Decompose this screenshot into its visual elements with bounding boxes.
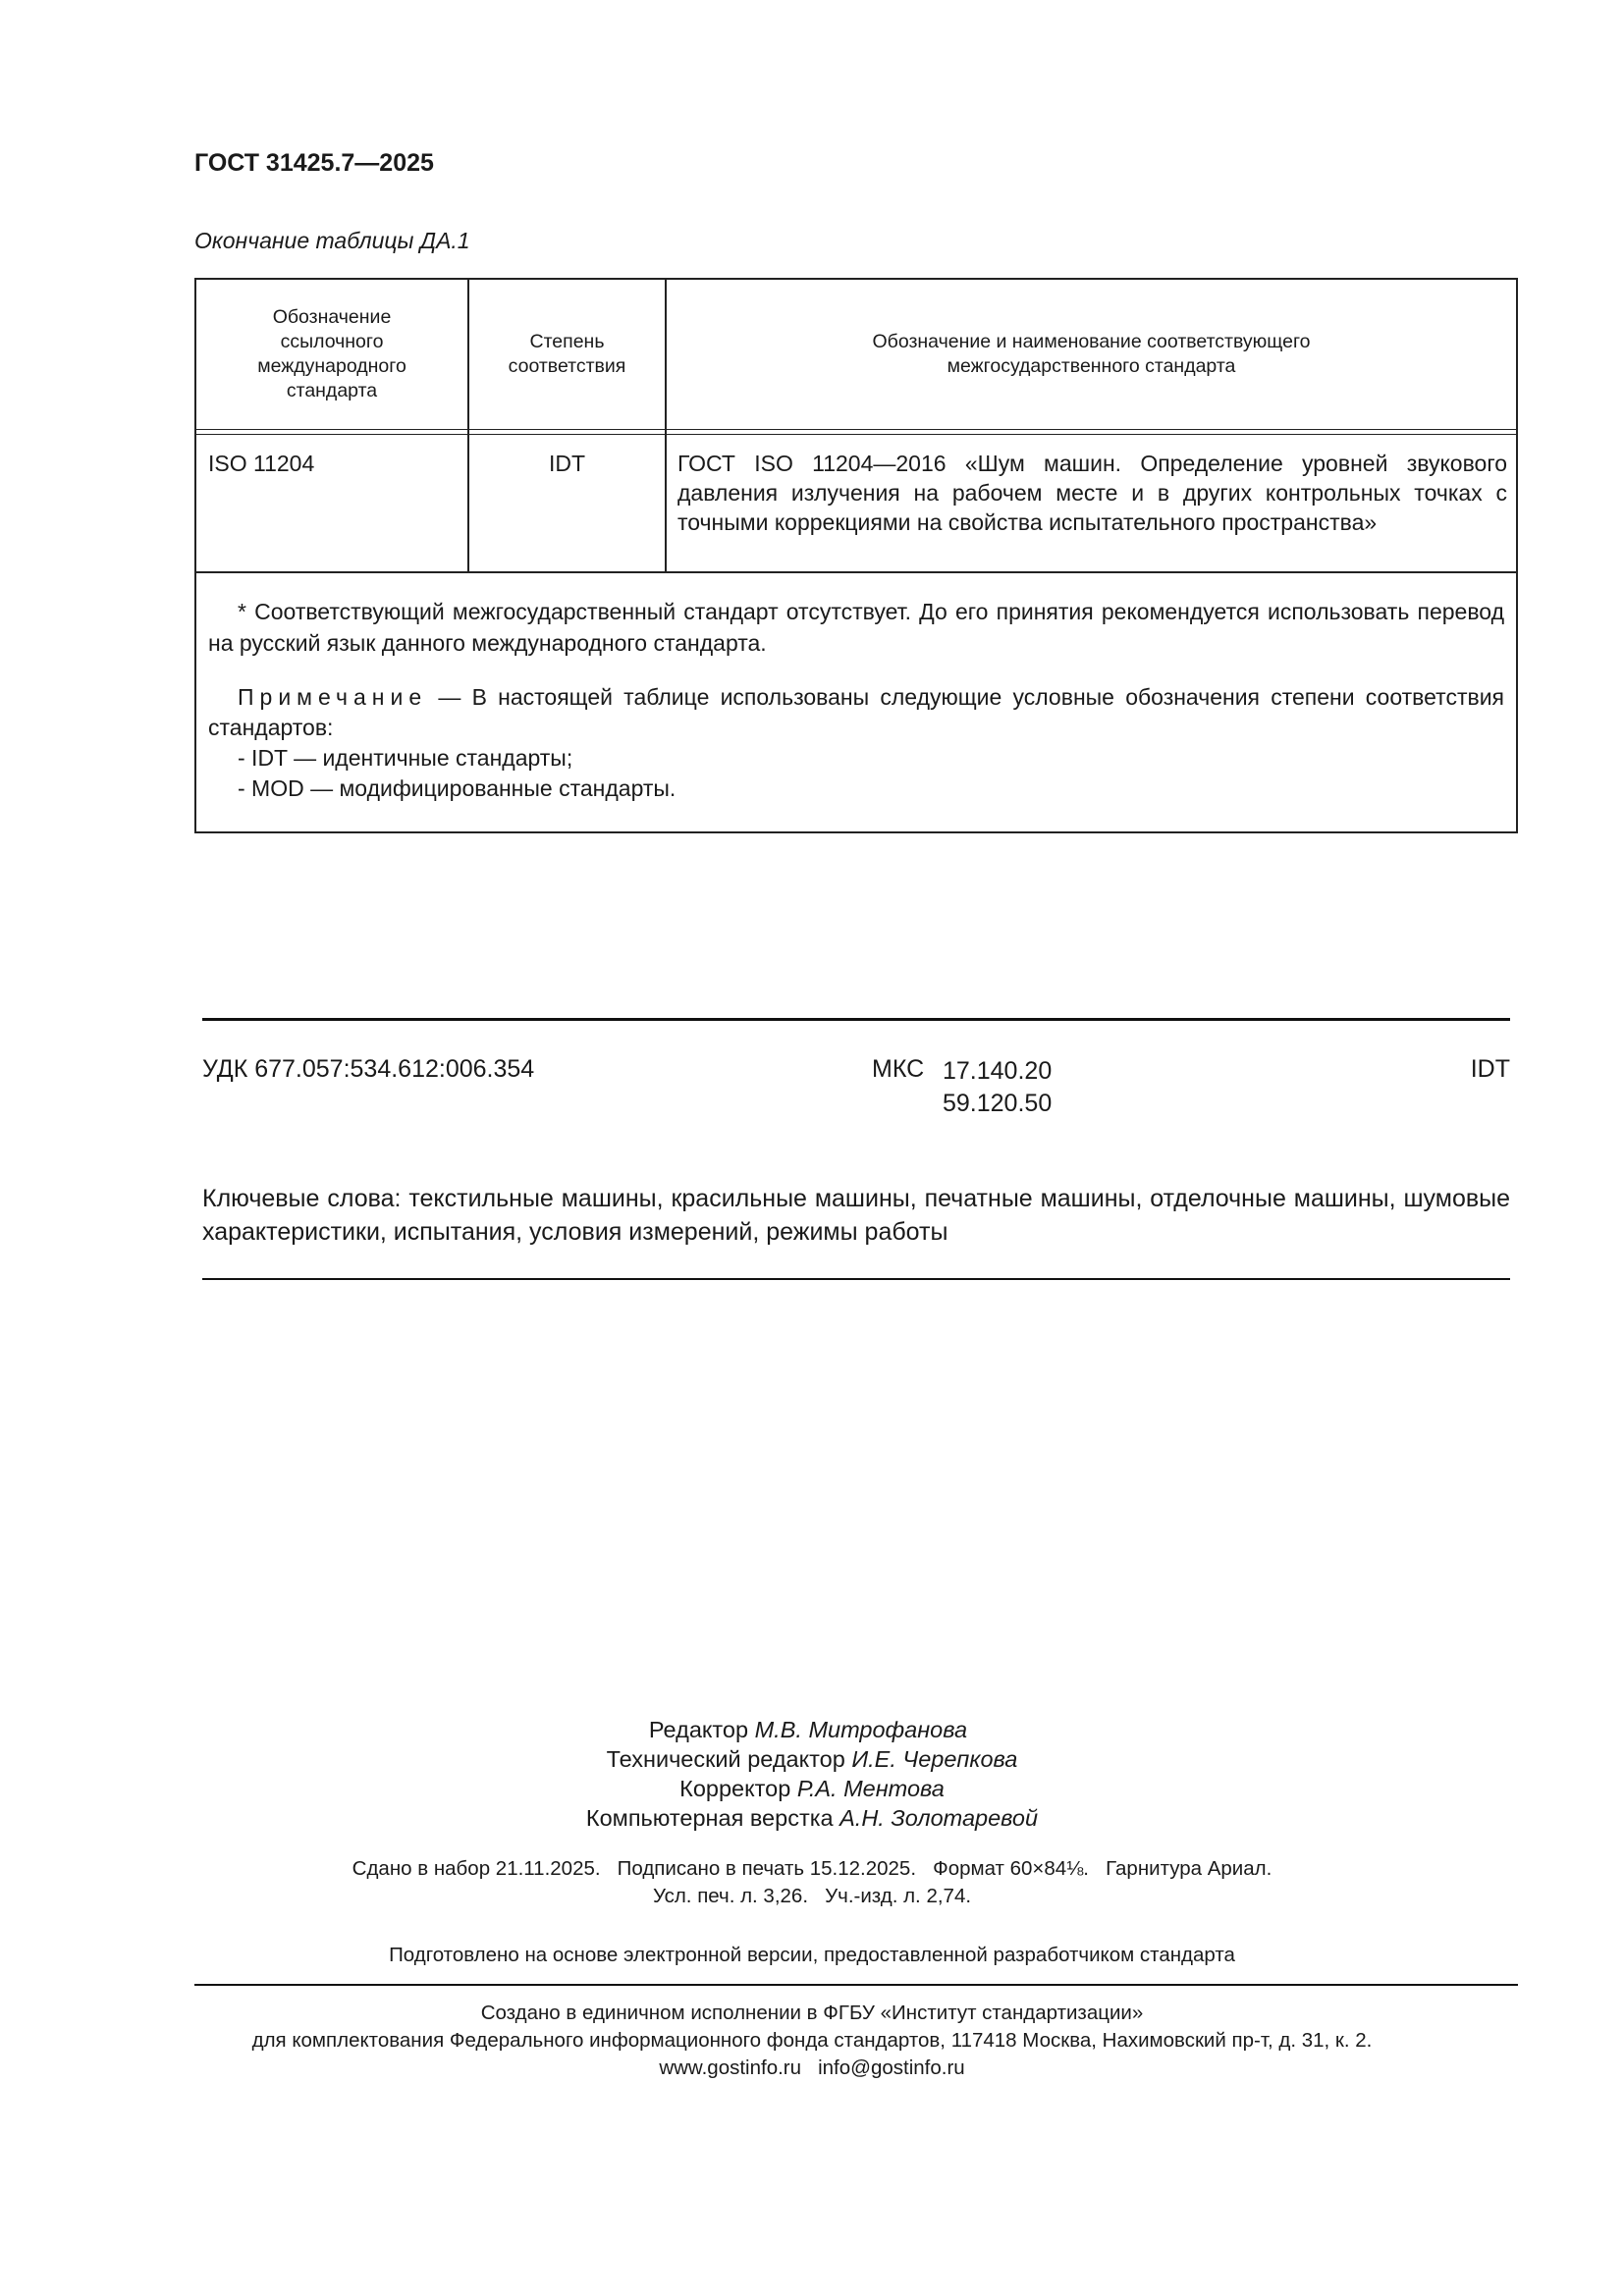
divider-rule	[202, 1278, 1510, 1280]
header-separator	[196, 429, 1516, 435]
credit-name: М.В. Митрофанова	[754, 1717, 968, 1742]
note-text: — В настоящей таблице использованы следующие условные обозначения степени соответствия стандартов:	[208, 684, 1504, 740]
credit-row	[0, 1774, 1624, 1803]
publisher-info	[0, 2000, 1624, 2082]
cell-reference: ISO 11204	[208, 451, 315, 476]
mks-label: МКС	[872, 1055, 925, 1083]
mks-codes	[943, 1055, 1052, 1120]
note-item: - IDT — идентичные стандарты;	[238, 745, 573, 771]
credit-role: Компьютерная верстка	[585, 1805, 834, 1831]
divider-rule	[194, 1984, 1518, 1986]
print-info-line: Усл. печ. л. 3,26. Уч.-изд. л. 2,74.	[652, 1885, 972, 1907]
mks-code: 59.120.50	[943, 1090, 1053, 1117]
row-separator	[196, 571, 1516, 573]
references-table	[194, 278, 1518, 833]
header-degree: Степень соответствия	[508, 331, 626, 377]
credit-name: И.Е. Черепкова	[851, 1746, 1018, 1772]
publisher-line: для комплектования Федерального информационного фонда стандартов, 117418 Москва, Нахимовский пр-т, д. 31, к. 2.	[251, 2029, 1373, 2052]
credit-role: Технический редактор	[606, 1746, 845, 1772]
document-code: ГОСТ 31425.7—2025	[194, 149, 434, 177]
header-reference-standard: Обозначение ссылочного международного стандарта	[257, 306, 406, 401]
note-item: - MOD — модифицированные стандарты.	[238, 775, 677, 801]
mks-code: 17.140.20	[943, 1057, 1053, 1085]
prepared-note: Подготовлено на основе электронной версии, предоставленной разработчиком стандарта	[389, 1944, 1235, 1966]
credit-name: А.Н. Золотаревой	[839, 1805, 1039, 1831]
print-info	[0, 1855, 1624, 1910]
publisher-line: Создано в единичном исполнении в ФГБУ «Институт стандартизации»	[480, 2002, 1144, 2024]
cell-degree: IDT	[548, 451, 586, 476]
credit-row	[0, 1803, 1624, 1833]
table-note	[208, 682, 1504, 804]
credit-name: Р.А. Ментова	[796, 1776, 945, 1801]
keywords: Ключевые слова: текстильные машины, красильные машины, печатные машины, отделочные машины, шумовые характеристики, испытания, условия измерений, режимы работы	[202, 1185, 1510, 1246]
credit-role: Редактор	[648, 1717, 749, 1742]
credits	[0, 1715, 1624, 1833]
cell-interstate: ГОСТ ISO 11204—2016 «Шум машин. Определение уровней звукового давления излучения на рабочем месте и в других контрольных точках с точными коррекциями на свойства испытательного пространства»	[677, 451, 1507, 535]
credit-row	[0, 1744, 1624, 1774]
divider-rule	[202, 1018, 1510, 1021]
header-interstate-standard: Обозначение и наименование соответствующего межгосударственного стандарта	[872, 331, 1311, 377]
publisher-contacts: www.gostinfo.ru info@gostinfo.ru	[659, 2056, 965, 2079]
credit-role: Корректор	[679, 1776, 791, 1801]
table-footnote: * Соответствующий межгосударственный стандарт отсутствует. До его принятия рекомендуется использовать перевод на русский язык данного международного стандарта.	[208, 599, 1504, 656]
credit-row	[0, 1715, 1620, 1744]
note-label: Примечание	[238, 684, 428, 710]
print-info-line: Сдано в набор 21.11.2025. Подписано в печать 15.12.2025. Формат 60×84⅛. Гарнитура Ариал.	[352, 1857, 1272, 1880]
table-caption: Окончание таблицы ДА.1	[194, 228, 470, 253]
udk-code: УДК 677.057:534.612:006.354	[202, 1055, 535, 1083]
degree-code: IDT	[1470, 1055, 1510, 1083]
